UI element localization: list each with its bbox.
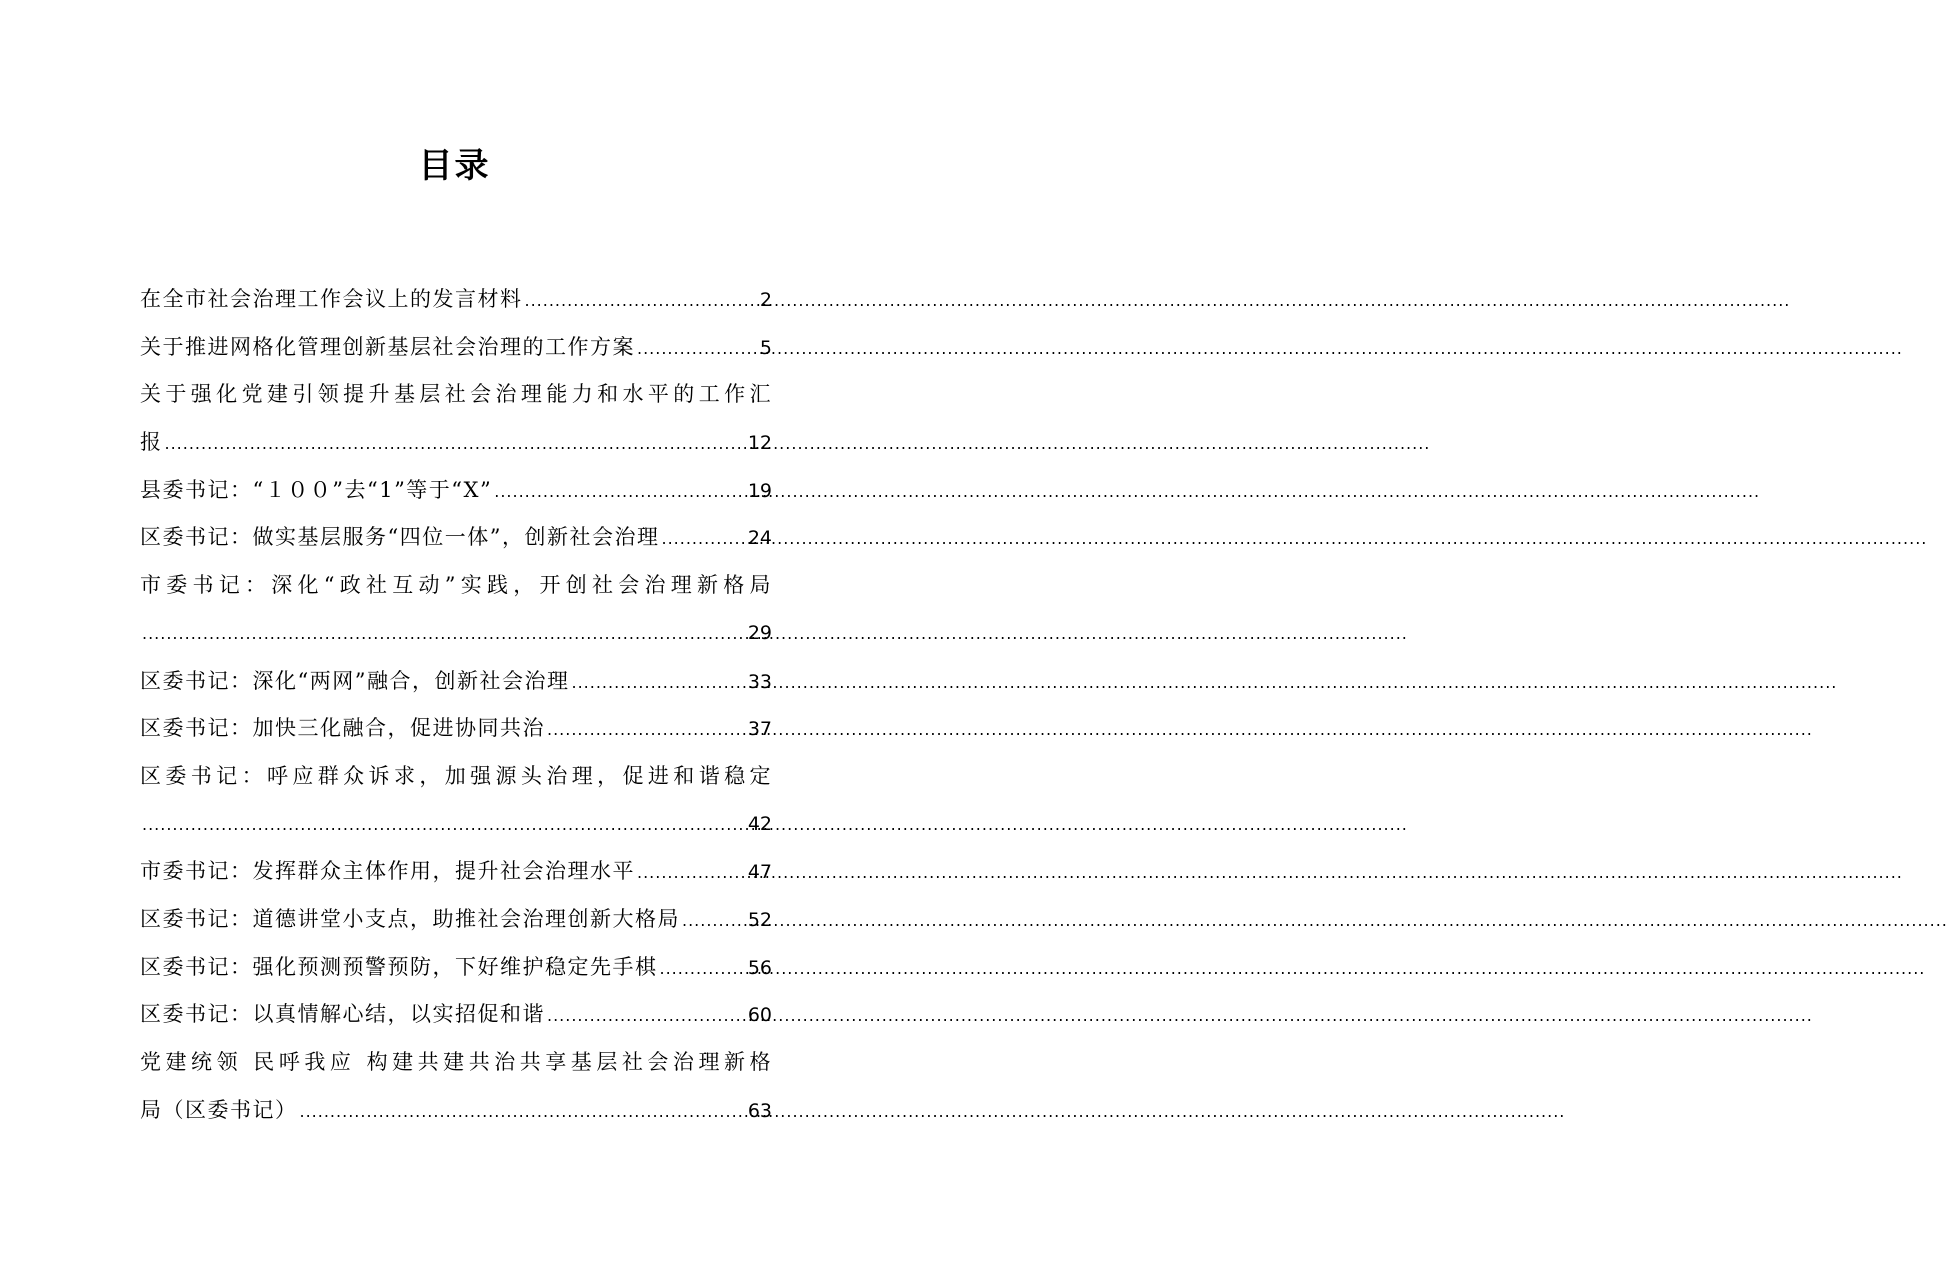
toc-page-number: 33	[747, 670, 772, 693]
toc-entry-title: 报	[140, 430, 163, 455]
toc-entry-title: 市委书记：深化“政社互动”实践，开创社会治理新格局	[140, 573, 772, 598]
toc-entry-title: 区委书记：做实基层服务“四位一体”，创新社会治理	[140, 525, 660, 550]
toc-leader-dots	[165, 420, 746, 468]
toc-entry[interactable]	[140, 848, 772, 896]
toc-entry-title: 区委书记：深化“两网”融合，创新社会治理	[140, 668, 570, 693]
toc-page-number: 63	[747, 1099, 772, 1122]
toc-page-number: 42	[747, 812, 772, 835]
toc-entry-title: 区委书记：以真情解心结，以实招促和谐	[140, 1002, 545, 1027]
toc-entry-title: 关于推进网格化管理创新基层社会治理的工作方案	[140, 334, 635, 359]
toc-leader-dots	[547, 992, 746, 1040]
toc-entry-title: 区委书记：道德讲堂小支点，助推社会治理创新大格局	[140, 906, 680, 931]
toc-leader-dots	[660, 945, 746, 993]
toc-entry[interactable]	[140, 562, 772, 657]
toc-leader-dots	[571, 659, 745, 707]
toc-entry[interactable]	[140, 1039, 772, 1134]
toc-line	[140, 896, 772, 944]
toc-leader-dots	[661, 515, 745, 563]
toc-line	[140, 514, 772, 562]
document-page	[0, 0, 909, 1286]
toc-entry[interactable]	[140, 658, 772, 706]
toc-page-number: 56	[747, 956, 772, 979]
toc-entry-title: 党建统领 民呼我应 构建共建共治共享基层社会治理新格	[140, 1050, 772, 1074]
toc-line	[140, 801, 772, 849]
toc-leader-dots	[547, 706, 746, 754]
toc-page-number: 5	[759, 336, 772, 359]
toc-entry[interactable]	[140, 371, 772, 466]
toc-page-number: 24	[747, 527, 772, 550]
toc-leader-dots	[142, 801, 746, 849]
toc-line	[140, 944, 772, 992]
toc-line	[140, 419, 772, 467]
toc-line	[140, 658, 772, 706]
toc-entry[interactable]	[140, 514, 772, 562]
toc-line	[140, 1039, 772, 1087]
toc-line	[140, 610, 772, 658]
toc-line	[140, 467, 772, 515]
toc-leader-dots	[637, 849, 746, 897]
toc-entry-title: 在全市社会治理工作会议上的发言材料	[140, 287, 523, 311]
toc-page-number: 2	[759, 289, 772, 311]
toc-line	[140, 753, 772, 801]
toc-leader-dots	[682, 897, 746, 945]
toc-line	[140, 371, 772, 419]
toc-leader-dots	[142, 610, 746, 658]
toc-line	[140, 324, 772, 372]
toc-entry[interactable]	[140, 753, 772, 848]
toc-page-number: 52	[747, 908, 772, 931]
table-of-contents	[140, 276, 772, 1134]
toc-entry[interactable]	[140, 991, 772, 1039]
toc-line	[140, 848, 772, 896]
toc-entry-title: 区委书记：强化预测预警预防，下好维护稳定先手棋	[140, 954, 658, 979]
toc-entry[interactable]	[140, 467, 772, 515]
toc-line	[140, 705, 772, 753]
toc-line	[140, 991, 772, 1039]
toc-page-number: 60	[747, 1004, 772, 1027]
toc-leader-dots	[637, 325, 758, 373]
toc-page-number: 37	[747, 718, 772, 741]
toc-leader-dots	[525, 277, 758, 325]
toc-entry[interactable]	[140, 896, 772, 944]
toc-entry[interactable]	[140, 944, 772, 992]
toc-entry[interactable]	[140, 705, 772, 753]
toc-entry-title: 区委书记：加快三化融合，促进协同共治	[140, 716, 545, 741]
toc-entry-title: 市委书记：发挥群众主体作用，提升社会治理水平	[140, 859, 635, 884]
toc-entry-title: 县委书记：“１００”去“1”等于“X”	[140, 477, 493, 502]
toc-entry-title: 关于强化党建引领提升基层社会治理能力和水平的工作汇	[140, 382, 772, 407]
toc-entry[interactable]	[140, 276, 772, 324]
toc-line	[140, 276, 772, 324]
toc-page-number: 12	[747, 432, 772, 455]
toc-page-number: 19	[747, 479, 772, 502]
page-title: 目录	[418, 146, 491, 186]
toc-line	[140, 1087, 772, 1135]
toc-page-number: 47	[747, 861, 772, 884]
toc-entry[interactable]	[140, 324, 772, 372]
toc-entry-title: 局（区委书记）	[140, 1097, 298, 1122]
toc-line	[140, 562, 772, 610]
toc-leader-dots	[494, 468, 746, 516]
toc-leader-dots	[300, 1088, 746, 1136]
toc-page-number: 29	[747, 621, 772, 644]
toc-entry-title: 区委书记：呼应群众诉求，加强源头治理，促进和谐稳定	[140, 763, 772, 788]
